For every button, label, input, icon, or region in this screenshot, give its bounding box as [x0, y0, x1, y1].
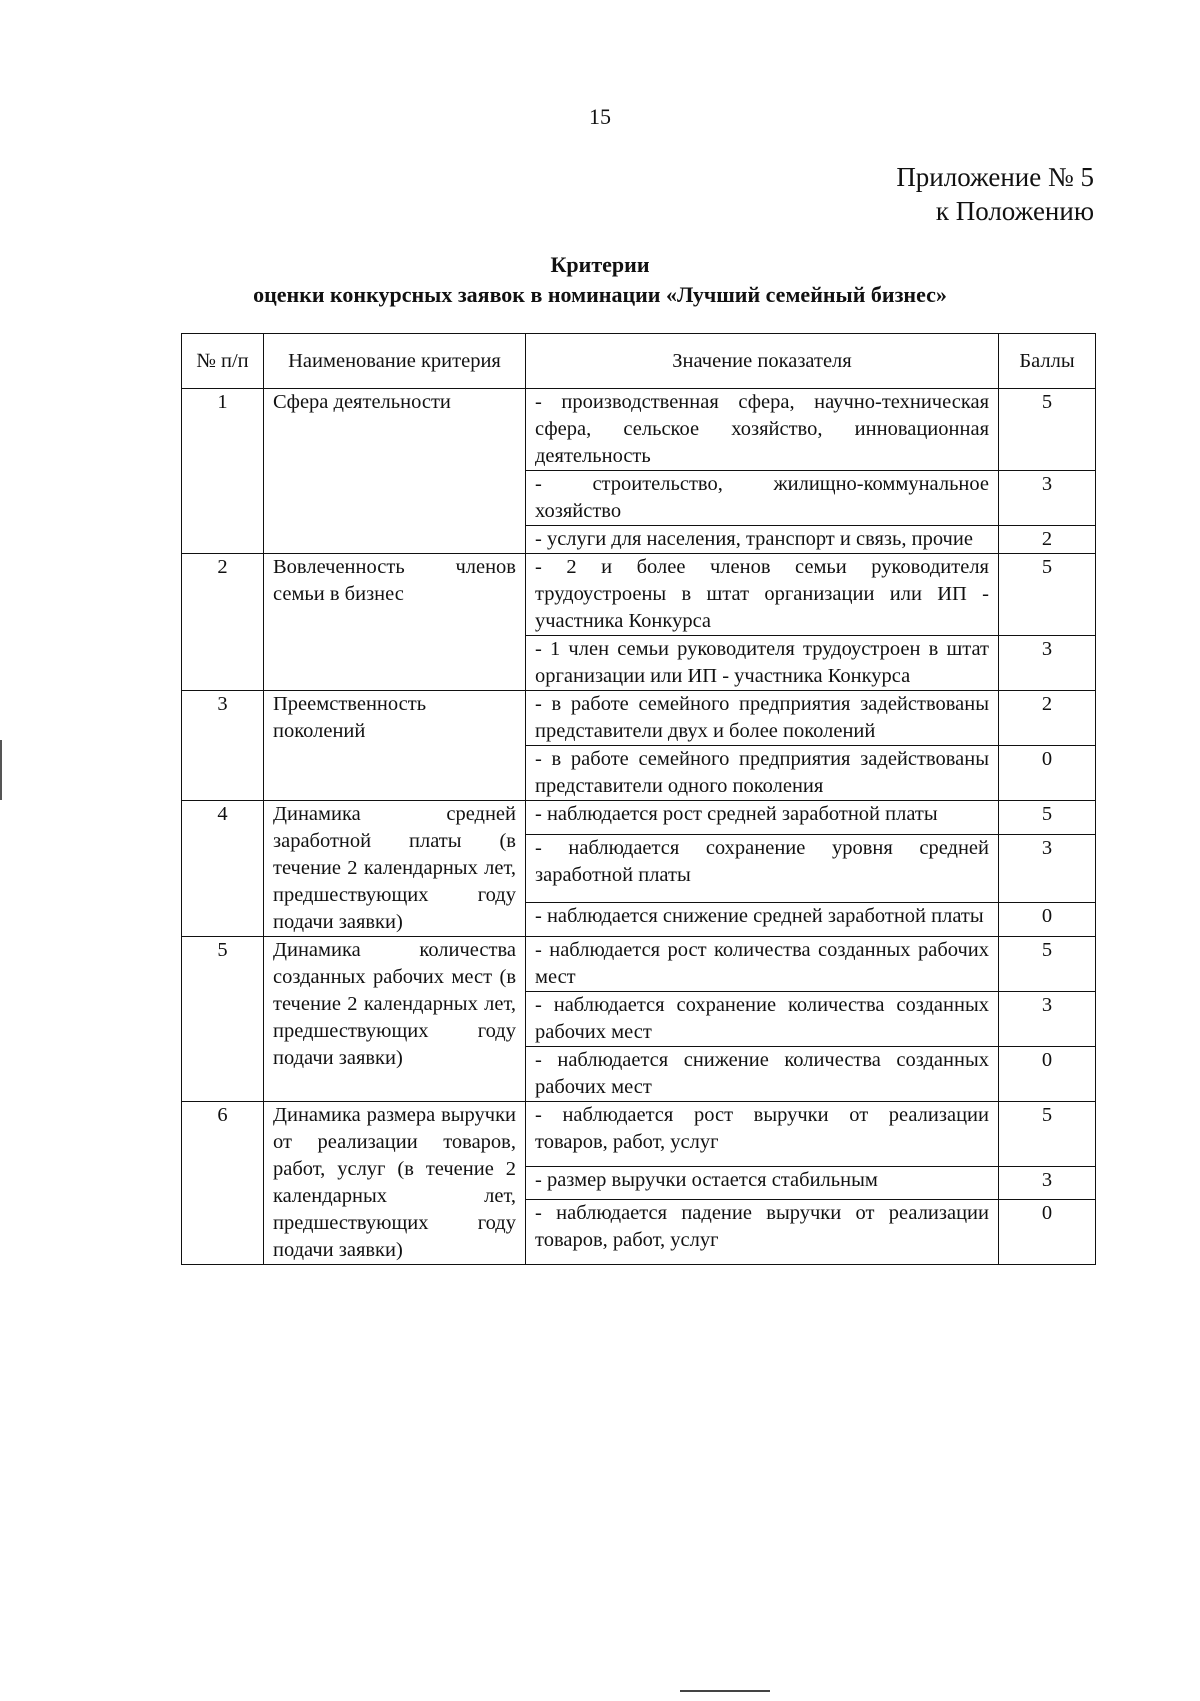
indicator-value: - наблюдается снижение количества созданных рабочих мест [526, 1047, 999, 1102]
indicator-value: - наблюдается рост выручки от реализации товаров, работ, услуг [526, 1102, 999, 1167]
indicator-points: 2 [999, 526, 1096, 554]
criterion-group-6 [182, 1102, 1096, 1265]
indicator-value: - производственная сфера, научно-техническая сфера, сельское хозяйство, инновационная деятельность [526, 389, 999, 471]
criterion-name: Преемственность поколений [264, 691, 526, 801]
indicator-value: - наблюдается сохранение уровня средней заработной платы [526, 835, 999, 902]
page-number: 15 [589, 104, 611, 129]
indicator-points: 5 [999, 554, 1096, 636]
title-line-2: оценки конкурсных заявок в номинации «Лучший семейный бизнес» [253, 282, 947, 307]
indicator-points: 0 [999, 1047, 1096, 1102]
indicator-value: - наблюдается рост средней заработной платы [526, 801, 999, 835]
indicator-points: 0 [999, 746, 1096, 801]
indicator-points: 3 [999, 636, 1096, 691]
indicator-value: - наблюдается рост количества созданных рабочих мест [526, 937, 999, 992]
indicator-value: - услуги для населения, транспорт и связь, прочие [526, 526, 999, 554]
criterion-name: Сфера деятельности [264, 389, 526, 554]
appendix-reference [896, 160, 1094, 228]
criterion-name: Динамика средней заработной платы (в течение 2 календарных лет, предшествующих году подачи заявки) [264, 801, 526, 937]
table-row [182, 389, 1096, 471]
indicator-points: 3 [999, 1166, 1096, 1199]
scan-artifact-bottom [680, 1690, 770, 1692]
indicator-value: - наблюдается сохранение количества созданных рабочих мест [526, 992, 999, 1047]
criterion-group-2 [182, 554, 1096, 691]
indicator-value: - строительство, жилищно-коммунальное хозяйство [526, 471, 999, 526]
appendix-line-2: к Положению [935, 196, 1094, 226]
indicator-points: 2 [999, 691, 1096, 746]
document-title [0, 250, 1200, 310]
header-points: Баллы [999, 334, 1096, 389]
indicator-points: 0 [999, 1200, 1096, 1265]
scan-artifact-left [0, 740, 2, 800]
criterion-group-4 [182, 801, 1096, 937]
indicator-value: - наблюдается падение выручки от реализации товаров, работ, услуг [526, 1200, 999, 1265]
indicator-value: - в работе семейного предприятия задействованы представители двух и более поколений [526, 691, 999, 746]
appendix-line-1: Приложение № 5 [896, 162, 1094, 192]
indicator-points: 3 [999, 471, 1096, 526]
indicator-value: - размер выручки остается стабильным [526, 1166, 999, 1199]
header-value: Значение показателя [526, 334, 999, 389]
indicator-value: - в работе семейного предприятия задействованы представители одного поколения [526, 746, 999, 801]
title-line-1: Критерии [550, 252, 650, 277]
criterion-number: 1 [182, 389, 264, 554]
indicator-points: 5 [999, 937, 1096, 992]
indicator-points: 5 [999, 389, 1096, 471]
criterion-number: 4 [182, 801, 264, 937]
header-name: Наименование критерия [264, 334, 526, 389]
criterion-number: 3 [182, 691, 264, 801]
indicator-value: - 2 и более членов семьи руководителя трудоустроены в штат организации или ИП - участника Конкурса [526, 554, 999, 636]
table-row [182, 801, 1096, 835]
indicator-points: 5 [999, 801, 1096, 835]
indicator-points: 0 [999, 902, 1096, 936]
table-row [182, 691, 1096, 746]
criterion-number: 6 [182, 1102, 264, 1265]
indicator-points: 5 [999, 1102, 1096, 1167]
criterion-group-5 [182, 937, 1096, 1102]
criteria-table [181, 333, 1096, 1265]
criterion-name: Вовлеченность членов семьи в бизнес [264, 554, 526, 691]
table-row [182, 937, 1096, 992]
header-num: № п/п [182, 334, 264, 389]
criterion-number: 2 [182, 554, 264, 691]
indicator-points: 3 [999, 835, 1096, 902]
indicator-value: - 1 член семьи руководителя трудоустроен в штат организации или ИП - участника Конкурса [526, 636, 999, 691]
criterion-group-1 [182, 389, 1096, 554]
indicator-points: 3 [999, 992, 1096, 1047]
indicator-value: - наблюдается снижение средней заработной платы [526, 902, 999, 936]
criterion-name: Динамика количества созданных рабочих мест (в течение 2 календарных лет, предшествующих году подачи заявки) [264, 937, 526, 1102]
table-row [182, 554, 1096, 636]
table-header-row [182, 334, 1096, 389]
criterion-group-3 [182, 691, 1096, 801]
criterion-name: Динамика размера выручки от реализации товаров, работ, услуг (в течение 2 календарных лет, предшествующих году подачи заявки) [264, 1102, 526, 1265]
table-row [182, 1102, 1096, 1167]
criterion-number: 5 [182, 937, 264, 1102]
